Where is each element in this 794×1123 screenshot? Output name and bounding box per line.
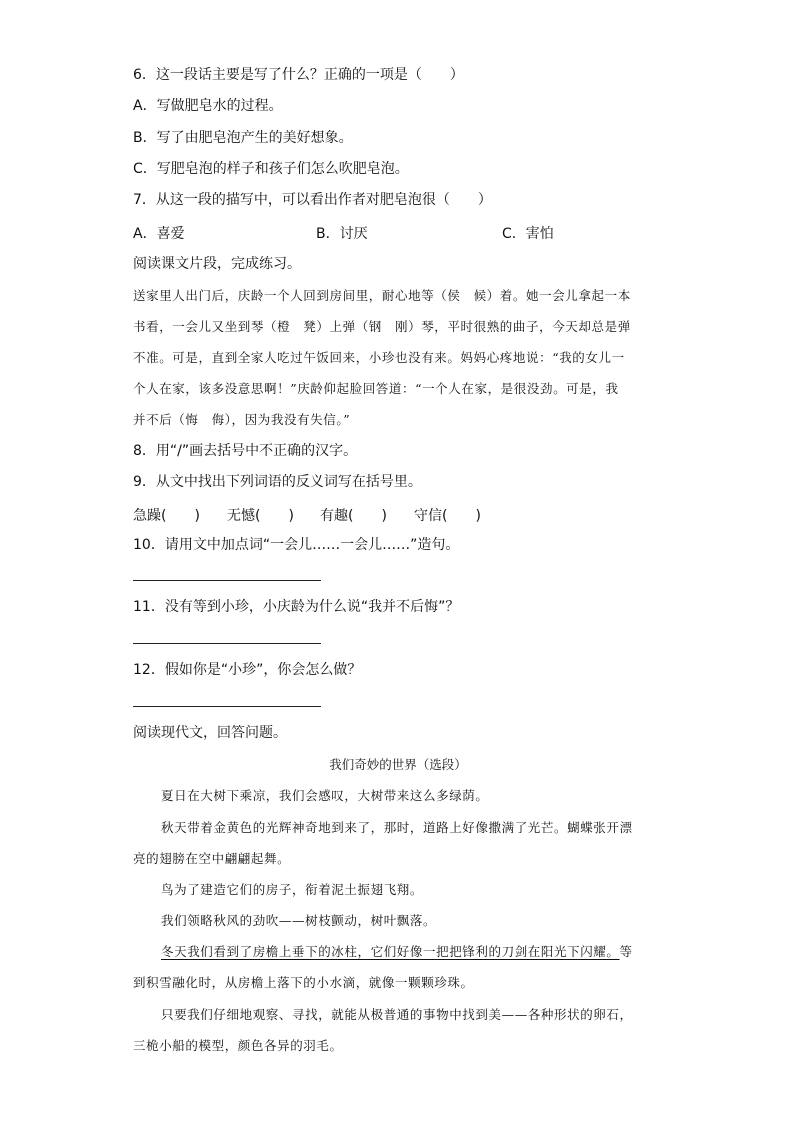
section2-instruction: 阅读课文片段，完成练习。 — [133, 256, 301, 272]
q9-item-shouxin: 守信( ) — [414, 508, 481, 524]
passage-paragraph-cont: 亮的翅膀在空中翩翩起舞。 — [133, 851, 291, 866]
q7-stem: 7．从这一段的描写中，可以看出作者对肥皂泡很（ ） — [133, 192, 492, 208]
passage-paragraph-cont: 到积雪融化时，从房檐上落下的小水滴，就像一颗颗珍珠。 — [133, 975, 474, 990]
passage-paragraph: 我们领略秋风的劲吹——树枝颤动，树叶飘落。 — [161, 913, 437, 928]
q9-stem: 9．从文中找出下列词语的反义词写在括号里。 — [133, 474, 422, 490]
q12-stem: 12．假如你是“小珍”，你会怎么做？ — [133, 662, 362, 678]
q7-option-c: C．害怕 — [502, 226, 554, 242]
section3-instruction: 阅读现代文，回答问题。 — [133, 725, 287, 741]
q6-option-c: C．写肥皂泡的样子和孩子们怎么吹肥皂泡。 — [133, 161, 409, 177]
passage-line: 书看，一会儿又坐到琴（橙 凳）上弹（钢 刚）琴，平时很熟的曲子，今天却总是弹 — [133, 319, 631, 334]
passage-paragraph: 夏日在大树下乘凉，我们会感叹，大树带来这么多绿荫。 — [161, 788, 489, 803]
q10-answer-line[interactable] — [133, 580, 321, 581]
q9-item-jizao: 急躁( ) — [133, 508, 200, 524]
q6-option-a: A．写做肥皂水的过程。 — [133, 98, 283, 114]
q6-stem: 6．这一段话主要是写了什么？正确的一项是（ ） — [133, 67, 464, 83]
q7-option-a: A．喜爱 — [133, 226, 185, 242]
q6-option-b: B．写了由肥皂泡产生的美好想象。 — [133, 130, 353, 146]
q10-stem: 10．请用文中加点词“一会儿……一会儿……”造句。 — [133, 537, 460, 553]
passage-paragraph — [161, 943, 633, 961]
q8-stem: 8．用“/”画去括号中不正确的汉字。 — [133, 443, 358, 459]
passage-paragraph: 鸟为了建造它们的房子，衔着泥土振翅飞翔。 — [161, 882, 424, 897]
passage-paragraph: 秋天带着金黄色的光辉神奇地到来了，那时，道路上好像撒满了光芒。蝴蝶张开漂 — [161, 820, 633, 835]
q9-item-wuhan: 无憾( ) — [227, 508, 294, 524]
passage-line: 不准。可是，直到全家人吃过午饭回来，小珍也没有来。妈妈心疼地说：“我的女儿一 — [133, 350, 625, 365]
passage-title: 我们奇妙的世界（选段） — [329, 757, 467, 772]
passage-line: 送家里人出门后，庆龄一个人回到房间里，耐心地等（侯 候）着。她一会儿拿起一本 — [133, 288, 631, 303]
q11-answer-line[interactable] — [133, 643, 321, 644]
q12-answer-line[interactable] — [133, 706, 321, 707]
q9-item-youqu: 有趣( ) — [320, 508, 387, 524]
passage-line: 并不后（悔 侮），因为我没有失信。” — [133, 412, 351, 427]
underlined-sentence: 冬天我们看到了房檐上垂下的冰柱，它们好像一把把锋利的刀剑在阳光下闪耀。 — [161, 944, 620, 959]
passage-text: 等 — [619, 944, 633, 959]
q11-stem: 11．没有等到小珍，小庆龄为什么说“我并不后悔”？ — [133, 599, 460, 615]
passage-paragraph: 只要我们仔细地观察、寻找，就能从极普通的事物中找到美——各种形状的卵石， — [161, 1007, 633, 1022]
passage-paragraph-cont: 三桅小船的模型，颜色各异的羽毛。 — [133, 1038, 343, 1053]
q7-option-b: B．讨厌 — [316, 226, 368, 242]
passage-line: 个人在家，该多没意思啊！”庆龄仰起脸回答道：“一个人在家，是很没劲。可是，我 — [133, 381, 619, 396]
